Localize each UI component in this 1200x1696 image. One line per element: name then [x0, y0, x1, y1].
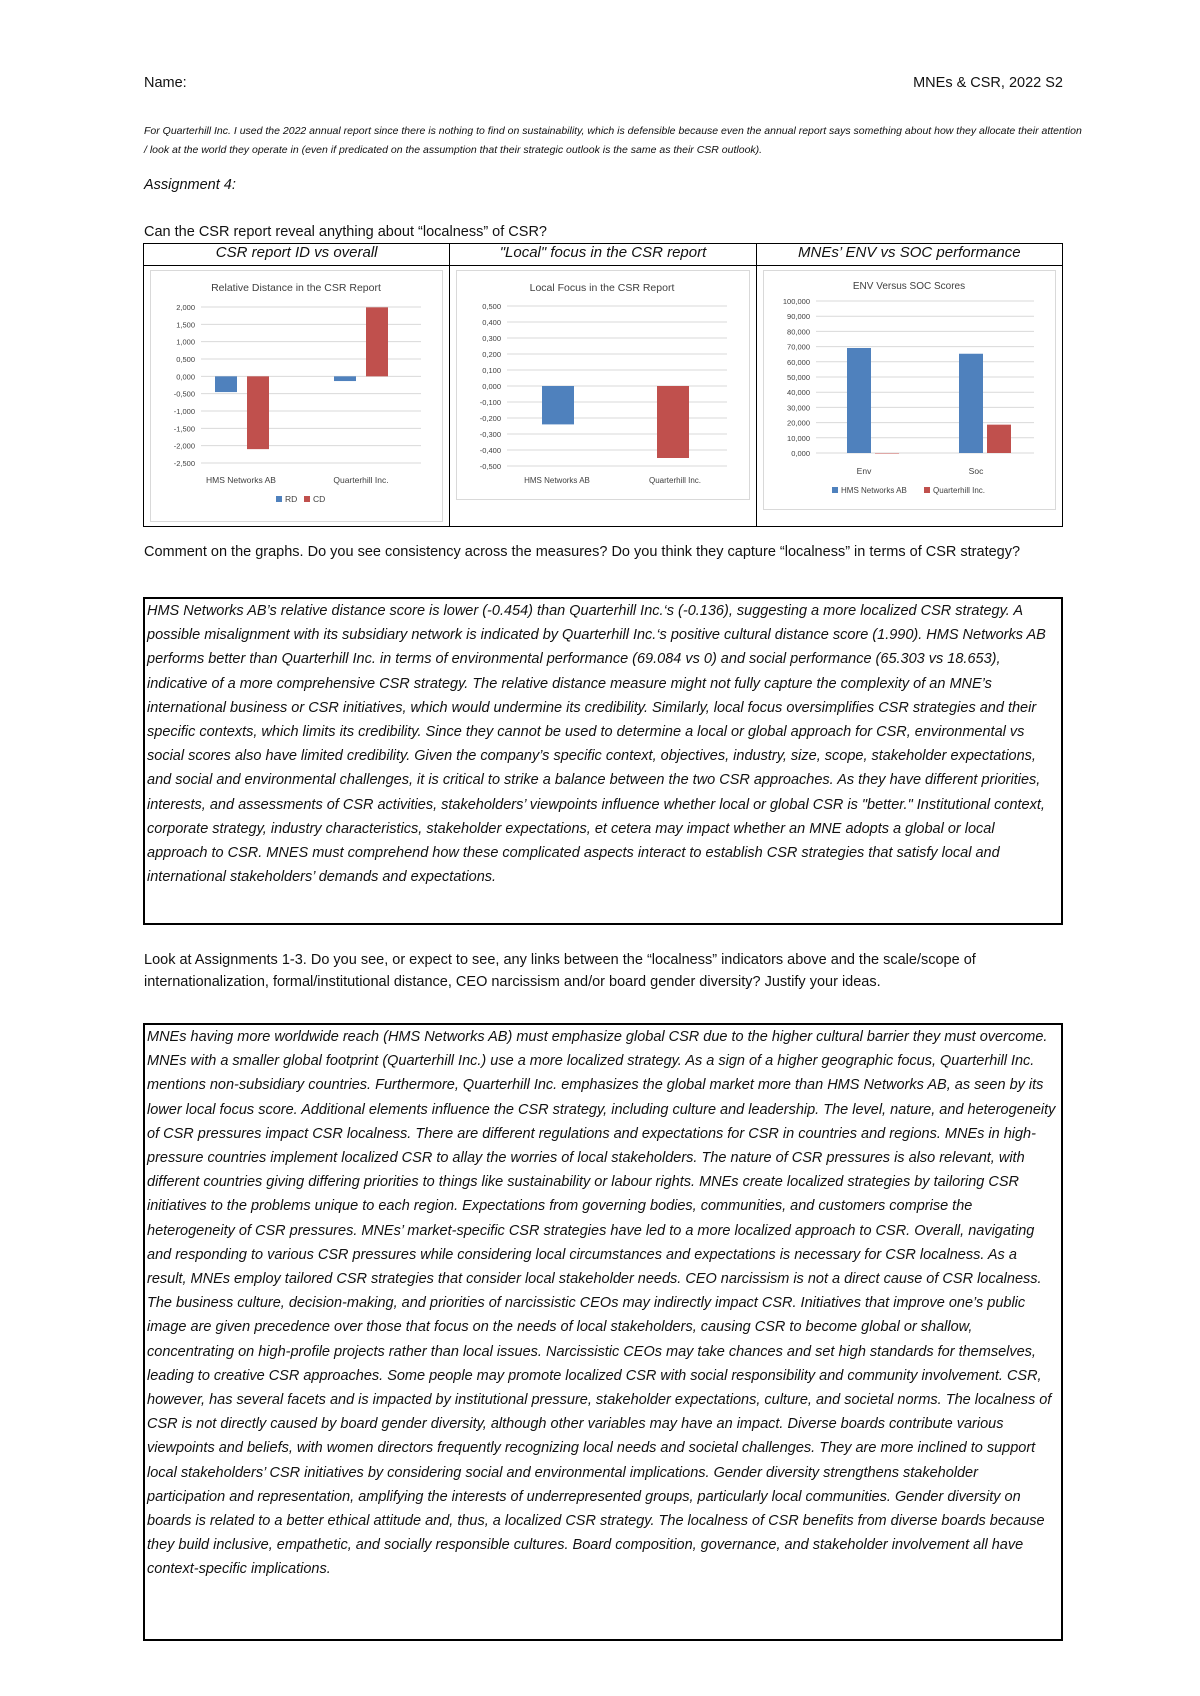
y-tick-label: 70,000 [786, 342, 810, 352]
table-header-env-soc: MNEs’ ENV vs SOC performance [756, 244, 1062, 266]
y-tick-label: 0,000 [790, 449, 810, 458]
chart-local-svg [457, 271, 747, 497]
question-localness: Can the CSR report reveal anything about “localness” of CSR? [144, 224, 547, 240]
chart-cell-local [450, 266, 756, 527]
y-tick-label: 50,000 [786, 373, 810, 382]
legend-swatch-rd [276, 496, 282, 502]
legend-swatch-hms [832, 487, 838, 493]
x-label-soc: Soc [968, 466, 983, 476]
chart-env-soc-svg [764, 271, 1054, 507]
y-tick-label: 90,000 [786, 312, 810, 322]
chart-cell-rd [144, 266, 450, 527]
y-tick-label: -0,500 [480, 462, 502, 471]
legend-hms: HMS Networks AB [840, 486, 907, 495]
chart-title: Local Focus in the CSR Report [529, 282, 675, 294]
x-label-hms: HMS Networks AB [524, 476, 591, 485]
y-tick-label: 60,000 [786, 357, 810, 367]
y-tick-label: 1,500 [176, 320, 195, 330]
course-label: MNEs & CSR, 2022 S2 [913, 75, 1063, 91]
assignment-title: Assignment 4: [144, 177, 236, 193]
y-tick-label: 0,400 [482, 318, 502, 327]
x-label-env: Env [856, 466, 871, 476]
y-tick-label: 0,000 [176, 372, 195, 382]
y-tick-label: 100,000 [782, 297, 810, 306]
y-tick-label: 0,300 [482, 334, 502, 343]
answer-box-graphs[interactable] [143, 597, 1063, 925]
legend-quarterhill: Quarterhill Inc. [932, 486, 985, 495]
bar [847, 348, 871, 453]
y-tick-label: 1,000 [176, 337, 195, 347]
charts-table [143, 243, 1063, 527]
chart-env-soc [763, 270, 1056, 510]
y-tick-label: -0,100 [480, 398, 502, 407]
bar [247, 376, 269, 449]
legend-rd: RD [285, 494, 298, 504]
y-tick-label: -0,200 [480, 414, 502, 423]
question-comment-graphs: Comment on the graphs. Do you see consistency across the measures? Do you think they capture “localness” in terms of CSR strategy? [144, 544, 1021, 560]
y-tick-label: 0,500 [176, 355, 195, 364]
bar [542, 386, 574, 424]
chart-relative-distance [150, 270, 443, 522]
x-label-hms: HMS Networks AB [206, 475, 276, 485]
y-tick-label: -1,500 [173, 424, 195, 434]
y-tick-label: -0,400 [480, 446, 502, 455]
bar [875, 453, 899, 454]
legend-cd: CD [313, 494, 326, 504]
y-tick-label: -0,500 [173, 389, 195, 399]
name-label: Name: [144, 75, 187, 91]
bar [657, 386, 689, 458]
answer-text-graphs: HMS Networks AB’s relative distance score is lower (-0.454) than Quarterhill Inc.‘s (-0.136), suggesting a more localized CSR strategy. A possible misalignment with its subsidiary network is indicated by Quarterhill Inc.‘s positive cultural distance score (1.990). HMS Networks AB performs better than Quarterhill Inc. in terms of environmental performance (69.084 vs 0) and social performance (65.303 vs 18.653), indicative of a more comprehensive CSR strategy. The relative distance measure might not fully capture the complexity of an MNE’s international business or CSR initiatives, which would undermine its credibility. Similarly, local focus oversimplifies CSR strategies and their specific contexts, which limits its credibility. Since they cannot be used to determine a local or global approach for CSR, environmental vs social scores also have limited credibility. Given the company’s specific context, objectives, industry, size, scope, stakeholder expectations, and social and environmental challenges, it is critical to strike a balance between the two CSR approaches. As they have different priorities, interests, and assessments of CSR activities, stakeholders’ viewpoints influence whether local or global CSR is "better." Institutional context, corporate strategy, industry characteristics, stakeholder expectations, et cetera may impact whether an MNE adopts a global or local approach to CSR. MNES must comprehend how these complicated aspects interact to establish CSR strategies that satisfy local and international stakeholders’ demands and expectations. [147, 603, 1046, 886]
chart-title: ENV Versus SOC Scores [852, 281, 965, 292]
bar [334, 376, 356, 381]
x-label-quarterhill: Quarterhill Inc. [333, 475, 389, 485]
y-tick-label: -1,000 [173, 407, 195, 416]
y-tick-label: 0,000 [482, 382, 502, 391]
chart-bars [542, 386, 689, 458]
chart-grid [480, 302, 727, 471]
y-tick-label: 2,000 [176, 303, 195, 312]
source-note: For Quarterhill Inc. I used the 2022 annual report since there is nothing to find on sustainability, which is defensible because even the annual report says something about how they allocate their attention / look at the world they operate in (even if predicated on the assumption that their strategic outlook is the same as their CSR outlook). [144, 125, 1082, 156]
y-tick-label: 20,000 [786, 418, 810, 428]
question-links: Look at Assignments 1-3. Do you see, or expect to see, any links between the “localness” indicators above and the scale/scope of internationalization, formal/institutional distance, CEO narcissism and/or board gender diversity? Justify your ideas. [144, 952, 976, 990]
legend-swatch-quarterhill [924, 487, 930, 493]
bar [959, 354, 983, 453]
bar [366, 307, 388, 376]
y-tick-label: 10,000 [786, 433, 810, 443]
bar [987, 425, 1011, 453]
y-tick-label: 40,000 [786, 388, 810, 398]
y-tick-label: -2,500 [173, 459, 195, 468]
y-tick-label: -0,300 [480, 430, 502, 439]
y-tick-label: -2,000 [173, 441, 195, 451]
legend-swatch-cd [304, 496, 310, 502]
y-tick-label: 0,500 [482, 302, 502, 311]
answer-text-links: MNEs having more worldwide reach (HMS Networks AB) must emphasize global CSR due to the higher cultural barrier they must overcome. MNEs with a smaller global footprint (Quarterhill Inc.) use a more localized strategy. As a sign of a higher geographic focus, Quarterhill Inc. mentions non-subsidiary countries. Furthermore, Quarterhill Inc. emphasizes the global market more than HMS Networks AB, as seen by its lower local focus score. Additional elements influence the CSR strategy, including culture and leadership. The level, nature, and heterogeneity of CSR pressures impact CSR localness. There are different regulations and expectations for CSR in countries and regions. MNEs in high-pressure countries implement localized CSR to allay the worries of local stakeholders. The nature of CSR pressures is also relevant, with different countries giving differing priorities to things like sustainability or labour rights. MNEs create localized strategies by tailoring CSR initiatives to the problems unique to each region. Expectations from governing bodies, communities, and customers comprise the heterogeneity of CSR pressures. MNEs’ market-specific CSR strategies have led to a more localized approach to CSR. Overall, navigating and responding to various CSR pressures while considering local circumstances and expectations is necessary for CSR localness. As a result, MNEs employ tailored CSR strategies that consider local stakeholder needs. CEO narcissism is not a direct cause of CSR localness. The business culture, decision-making, and priorities of narcissistic CEOs may indirectly impact CSR. Initiatives that improve one’s public image are given precedence over those that focus on the needs of local stakeholders, causing CSR to become global or shallow, concentrating on high-profile projects rather than local issues. Narcissistic CEOs may take chances and set high standards for themselves, leading to creative CSR approaches. Some people may promote localized CSR with social responsibility and community involvement. CSR, however, has several facets and is impacted by institutional pressure, stakeholder expectations, culture, and societal norms. The localness of CSR is not directly caused by board gender diversity, although other variables may have an impact. Diverse boards contribute various viewpoints and beliefs, with women directors frequently recognizing local needs and societal challenges. They are more inclined to support local stakeholders’ CSR initiatives by considering social and environmental implications. Gender diversity strengthens stakeholder participation and representation, amplifying the interests of underrepresented groups, particularly local communities. Gender diversity on boards is related to a better ethical attitude and, thus, a localized CSR strategy. The localness of CSR benefits from diverse boards because they build inclusive, empathetic, and socially responsible cultures. Board composition, governance, and stakeholder involvement all have context-specific implications. [147, 1029, 1056, 1578]
y-tick-label: 30,000 [786, 403, 810, 413]
x-label-quarterhill: Quarterhill Inc. [649, 476, 702, 485]
table-header-rd: CSR report ID vs overall [144, 244, 450, 266]
y-tick-label: 0,200 [482, 350, 502, 359]
table-header-local-focus: "Local" focus in the CSR report [450, 244, 756, 266]
answer-box-links[interactable] [143, 1023, 1063, 1641]
y-tick-label: 0,100 [482, 366, 502, 375]
bar [215, 376, 237, 392]
y-tick-label: 80,000 [786, 327, 810, 337]
chart-local-focus [456, 270, 749, 500]
chart-cell-env-soc [756, 266, 1062, 527]
chart-rd-svg [151, 271, 441, 516]
chart-title: Relative Distance in the CSR Report [211, 282, 381, 294]
